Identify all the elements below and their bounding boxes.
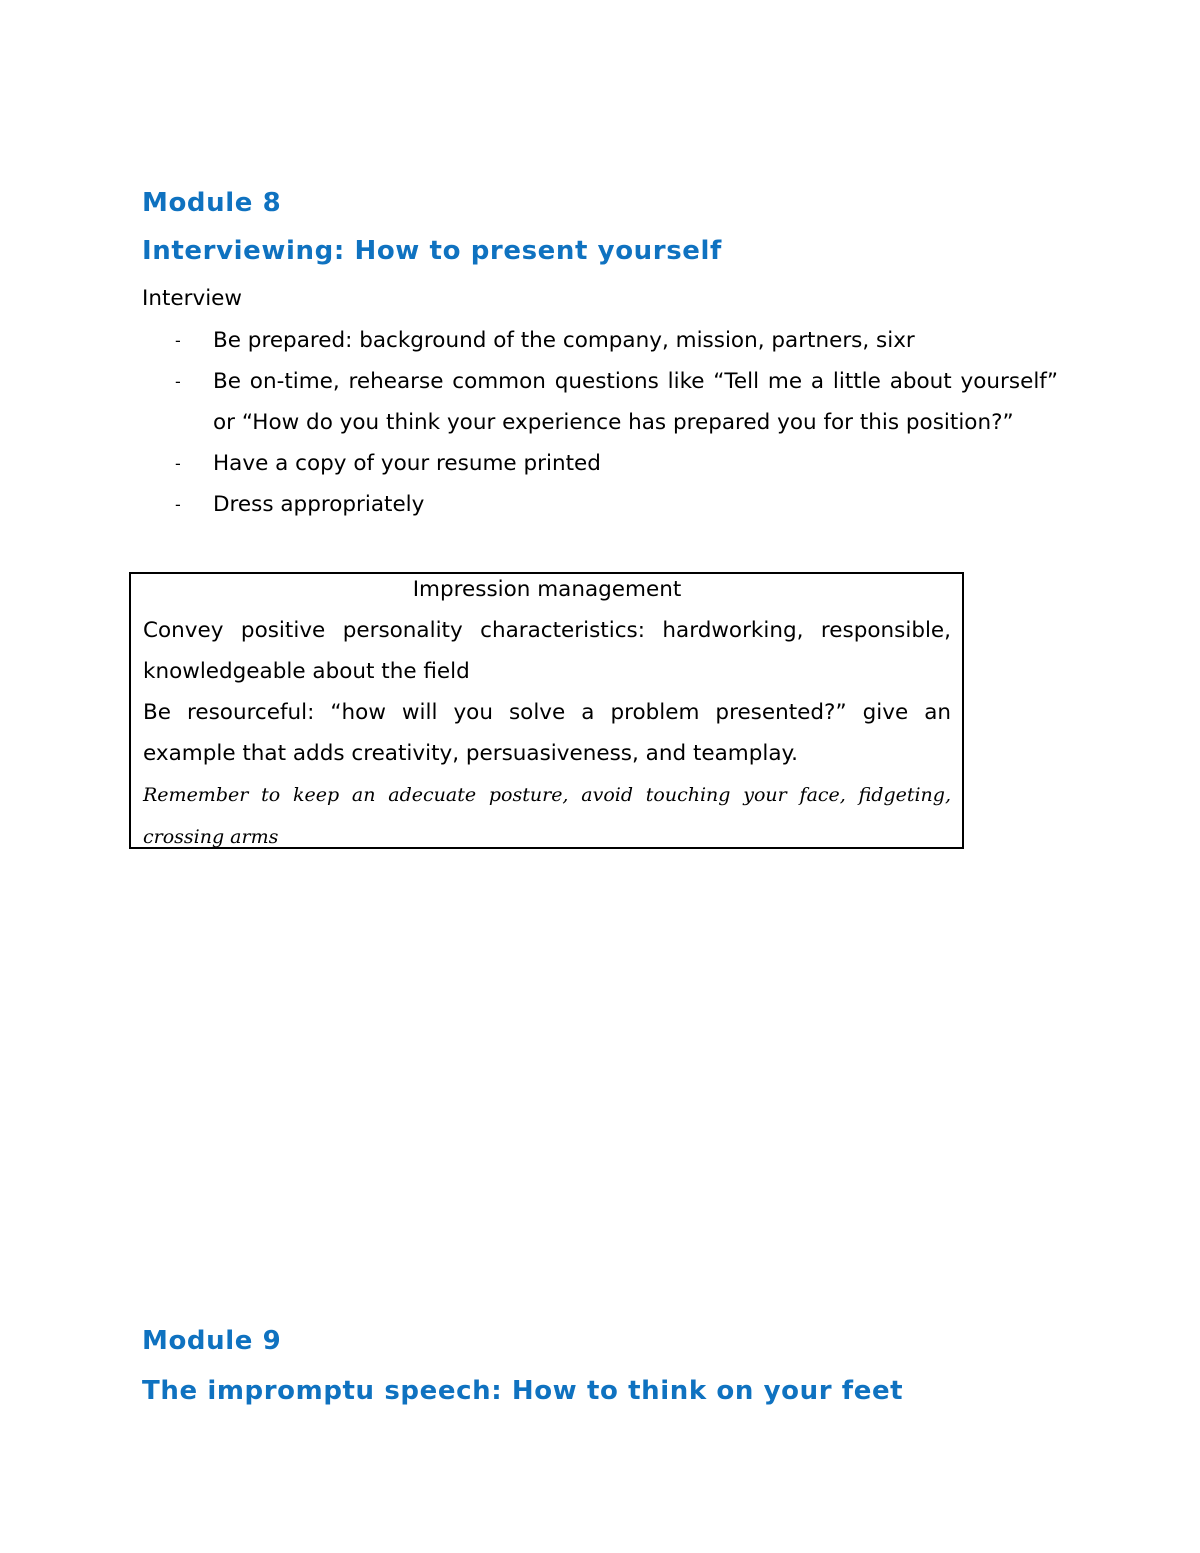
module-8-subtitle: Interviewing: How to present yourself xyxy=(142,236,722,266)
impression-note: Remember to keep an adecuate posture, avoid touching your face, fidgeting, crossing arms xyxy=(143,784,951,848)
list-item-text: Be on-time, rehearse common questions like “Tell me a little about yourself” or “How do you think your experience has prepared you for this position?” xyxy=(213,369,1058,435)
list-item xyxy=(142,443,1058,484)
impression-box-content xyxy=(143,569,951,858)
module-9-subtitle: The impromptu speech: How to think on your feet xyxy=(142,1376,904,1406)
interview-section-label: Interview xyxy=(142,286,242,311)
list-item xyxy=(142,320,1058,361)
bullet-dash: - xyxy=(175,331,181,350)
impression-paragraph: Convey positive personality characteristics: hardworking, responsible, knowledgeable about the field xyxy=(143,618,951,684)
impression-paragraph: Be resourceful: “how will you solve a problem presented?” give an example that adds creativity, persuasiveness, and teamplay. xyxy=(143,700,951,766)
list-item-text: Dress appropriately xyxy=(213,492,425,517)
bullet-dash: - xyxy=(175,454,181,473)
interview-tips-list xyxy=(142,320,1058,525)
bullet-dash: - xyxy=(175,495,181,514)
list-item-text: Be prepared: background of the company, mission, partners, sixr xyxy=(213,328,915,353)
impression-management-box xyxy=(129,572,964,849)
list-item xyxy=(142,484,1058,525)
bullet-dash: - xyxy=(175,372,181,391)
list-item xyxy=(142,361,1058,443)
list-item-text: Have a copy of your resume printed xyxy=(213,451,601,476)
impression-box-title: Impression management xyxy=(412,577,682,602)
module-9-title: Module 9 xyxy=(142,1326,282,1356)
module-8-title: Module 8 xyxy=(142,188,282,218)
